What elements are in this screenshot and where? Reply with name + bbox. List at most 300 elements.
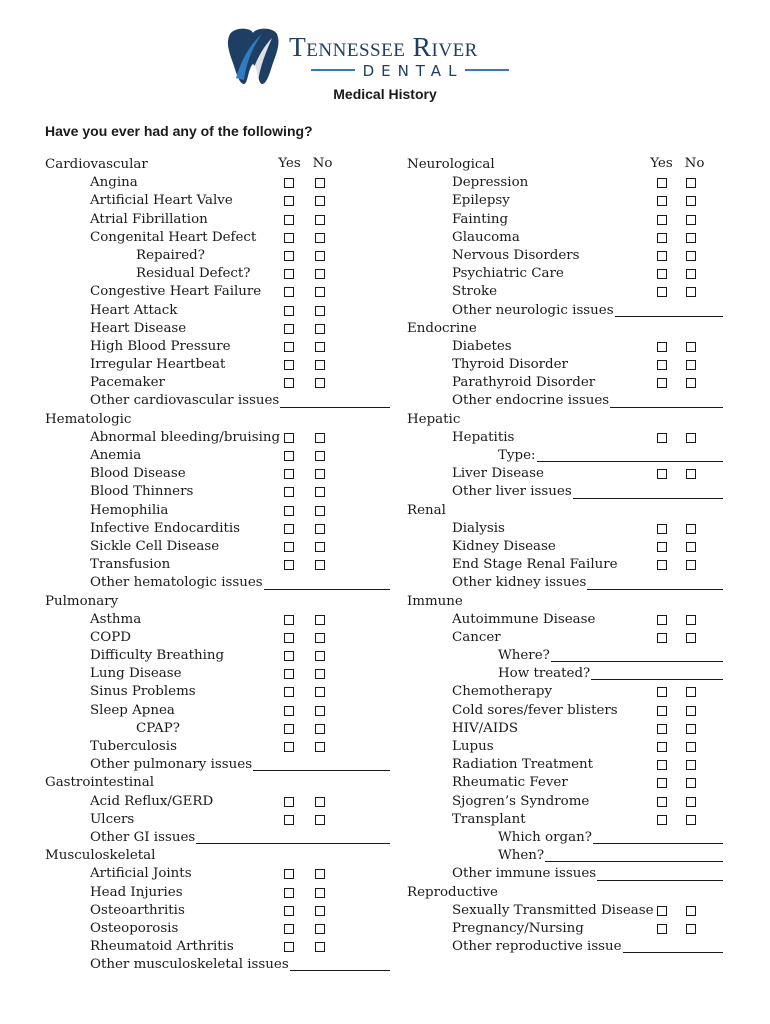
yes-checkbox[interactable]: [284, 724, 294, 734]
no-checkbox[interactable]: [315, 233, 325, 243]
yes-checkbox[interactable]: [657, 615, 667, 625]
yes-checkbox[interactable]: [657, 815, 667, 825]
write-in-line[interactable]: [593, 843, 723, 844]
yes-checkbox[interactable]: [284, 560, 294, 570]
write-in-label: Other hematologic issues: [90, 575, 263, 591]
condition-label: Pacemaker: [90, 375, 165, 391]
no-checkbox[interactable]: [315, 469, 325, 479]
no-checkbox[interactable]: [686, 633, 696, 643]
right-rows: [407, 156, 727, 956]
condition-row-chemotherapy: [407, 683, 727, 701]
no-checkbox[interactable]: [315, 542, 325, 552]
yes-checkbox[interactable]: [657, 633, 667, 643]
condition-label: Cold sores/fever blisters: [452, 702, 618, 718]
section-label: Cardiovascular: [45, 157, 148, 172]
condition-label: Infective Endocarditis: [90, 520, 241, 536]
condition-label: Sexually Transmitted Disease: [452, 902, 654, 918]
no-checkbox[interactable]: [315, 178, 325, 188]
condition-row-irregular-heartbeat: [45, 356, 390, 374]
condition-label: Glaucoma: [452, 229, 520, 245]
write-in-row-type: [407, 447, 727, 465]
condition-label: Atrial Fibrillation: [90, 211, 208, 227]
no-checkbox[interactable]: [315, 196, 325, 206]
no-checkbox[interactable]: [686, 542, 696, 552]
yes-checkbox[interactable]: [284, 869, 294, 879]
no-checkbox[interactable]: [686, 469, 696, 479]
condition-label: Thyroid Disorder: [452, 357, 568, 373]
section-heading-hepatic: [407, 411, 727, 429]
write-in-line[interactable]: [551, 661, 723, 662]
yes-checkbox[interactable]: [657, 542, 667, 552]
condition-label: Ulcers: [90, 811, 135, 827]
yes-checkbox[interactable]: [284, 906, 294, 916]
write-in-label: Other cardiovascular issues: [90, 393, 280, 409]
condition-row-transfusion: [45, 556, 390, 574]
section-heading-immune: [407, 593, 727, 611]
condition-row-artificial-joints: [45, 865, 390, 883]
condition-label: Artificial Heart Valve: [90, 193, 233, 209]
yes-checkbox[interactable]: [657, 233, 667, 243]
no-checkbox[interactable]: [315, 360, 325, 370]
condition-row-liver-disease: [407, 465, 727, 483]
write-in-label: Other reproductive issue: [452, 939, 622, 955]
right-column: [407, 156, 727, 956]
no-checkbox[interactable]: [686, 215, 696, 225]
condition-label: Osteoporosis: [90, 920, 179, 936]
yes-checkbox[interactable]: [657, 687, 667, 697]
condition-label: Dialysis: [452, 520, 505, 536]
write-in-label: Which organ?: [498, 829, 592, 845]
condition-label: HIV/AIDS: [452, 720, 519, 736]
condition-row-atrial-fibrillation: [45, 211, 390, 229]
condition-label: Autoimmune Disease: [452, 611, 596, 627]
section-heading-cardiovascular: [45, 156, 390, 174]
no-header: No: [312, 156, 333, 171]
no-checkbox[interactable]: [315, 687, 325, 697]
write-in-row-where: [407, 647, 727, 665]
yes-checkbox[interactable]: [284, 506, 294, 516]
no-checkbox[interactable]: [686, 360, 696, 370]
yes-checkbox[interactable]: [657, 724, 667, 734]
condition-label: Artificial Joints: [90, 866, 192, 882]
yes-checkbox[interactable]: [657, 797, 667, 807]
section-label: Neurological: [407, 157, 495, 172]
condition-label: Cancer: [452, 629, 501, 645]
condition-row-heart-disease: [45, 320, 390, 338]
yes-checkbox[interactable]: [657, 215, 667, 225]
condition-label: Lupus: [452, 739, 494, 754]
no-checkbox[interactable]: [315, 269, 325, 279]
no-checkbox[interactable]: [315, 669, 325, 679]
yes-checkbox[interactable]: [284, 433, 294, 443]
no-checkbox[interactable]: [315, 942, 325, 952]
write-in-line[interactable]: [196, 843, 390, 844]
no-checkbox[interactable]: [315, 487, 325, 497]
condition-label: Repaired?: [136, 247, 205, 263]
yes-checkbox[interactable]: [657, 560, 667, 570]
write-in-row-how-treated: [407, 665, 727, 683]
section-label: Musculoskeletal: [45, 848, 156, 864]
condition-row-cpap: [45, 720, 390, 738]
condition-row-asthma: [45, 611, 390, 629]
no-checkbox[interactable]: [686, 269, 696, 279]
section-label: Pulmonary: [45, 593, 119, 609]
write-in-label: Other endocrine issues: [452, 393, 610, 409]
condition-row-depression: [407, 174, 727, 192]
condition-label: Psychiatric Care: [452, 266, 564, 282]
yes-checkbox[interactable]: [284, 251, 294, 261]
write-in-row-other-gi-issues: [45, 829, 390, 847]
no-checkbox[interactable]: [686, 178, 696, 188]
condition-row-infective-endocarditis: [45, 520, 390, 538]
yes-checkbox[interactable]: [284, 178, 294, 188]
condition-row-kidney-disease: [407, 538, 727, 556]
tooth-icon: [222, 24, 284, 86]
write-in-line[interactable]: [597, 880, 723, 881]
section-label: Hepatic: [407, 411, 461, 427]
no-checkbox[interactable]: [315, 215, 325, 225]
yes-checkbox[interactable]: [284, 687, 294, 697]
condition-label: Chemotherapy: [452, 684, 553, 700]
condition-row-tuberculosis: [45, 738, 390, 756]
condition-row-osteoarthritis: [45, 902, 390, 920]
write-in-line[interactable]: [573, 498, 723, 499]
condition-row-thyroid-disorder: [407, 356, 727, 374]
condition-row-hiv-aids: [407, 720, 727, 738]
yes-checkbox[interactable]: [284, 196, 294, 206]
condition-row-repaired: [45, 247, 390, 265]
condition-row-acid-reflux-gerd: [45, 793, 390, 811]
write-in-label: Where?: [498, 648, 550, 664]
write-in-row-other-kidney-issues: [407, 574, 727, 592]
no-checkbox[interactable]: [686, 687, 696, 697]
yes-checkbox[interactable]: [284, 306, 294, 316]
yes-checkbox[interactable]: [657, 287, 667, 297]
condition-row-pacemaker: [45, 374, 390, 392]
condition-label: Liver Disease: [452, 466, 544, 482]
no-header: No: [684, 156, 705, 171]
condition-row-copd: [45, 629, 390, 647]
condition-label: Difficulty Breathing: [90, 648, 225, 664]
section-heading-reproductive: [407, 884, 727, 902]
yes-checkbox[interactable]: [284, 378, 294, 388]
condition-row-head-injuries: [45, 884, 390, 902]
condition-label: Residual Defect?: [136, 266, 251, 282]
yes-checkbox[interactable]: [284, 269, 294, 279]
yes-checkbox[interactable]: [657, 433, 667, 443]
write-in-line[interactable]: [545, 861, 723, 862]
yes-checkbox[interactable]: [284, 651, 294, 661]
condition-row-anemia: [45, 447, 390, 465]
no-checkbox[interactable]: [315, 306, 325, 316]
no-checkbox[interactable]: [686, 287, 696, 297]
condition-row-artificial-heart-valve: [45, 192, 390, 210]
condition-label: Hemophilia: [90, 502, 169, 518]
write-in-line[interactable]: [591, 679, 723, 680]
write-in-line[interactable]: [587, 589, 723, 590]
no-checkbox[interactable]: [686, 778, 696, 788]
section-heading-musculoskeletal: [45, 847, 390, 865]
no-checkbox[interactable]: [315, 815, 325, 825]
condition-row-end-stage-renal-failure: [407, 556, 727, 574]
no-checkbox[interactable]: [315, 433, 325, 443]
section-heading-neurological: [407, 156, 727, 174]
condition-label: Congenital Heart Defect: [90, 229, 257, 245]
yes-checkbox[interactable]: [657, 342, 667, 352]
yes-header: Yes: [650, 156, 673, 171]
no-checkbox[interactable]: [686, 924, 696, 934]
condition-label: Epilepsy: [452, 193, 510, 209]
yes-checkbox[interactable]: [657, 760, 667, 770]
yes-checkbox[interactable]: [657, 524, 667, 534]
condition-label: Kidney Disease: [452, 538, 556, 554]
no-checkbox[interactable]: [315, 342, 325, 352]
no-checkbox[interactable]: [315, 633, 325, 643]
condition-row-residual-defect: [45, 265, 390, 283]
section-heading-pulmonary: [45, 593, 390, 611]
condition-label: Transplant: [452, 811, 526, 827]
no-checkbox[interactable]: [686, 742, 696, 752]
yes-checkbox[interactable]: [657, 196, 667, 206]
yes-checkbox[interactable]: [284, 469, 294, 479]
yes-checkbox[interactable]: [284, 942, 294, 952]
yes-checkbox[interactable]: [284, 215, 294, 225]
write-in-line[interactable]: [537, 461, 723, 462]
yes-checkbox[interactable]: [284, 542, 294, 552]
condition-label: Sleep Apnea: [90, 702, 175, 718]
no-checkbox[interactable]: [315, 251, 325, 261]
condition-label: Heart Disease: [90, 320, 187, 336]
yes-checkbox[interactable]: [284, 487, 294, 497]
condition-label: Parathyroid Disorder: [452, 375, 596, 391]
yes-checkbox[interactable]: [657, 378, 667, 388]
yes-checkbox[interactable]: [657, 360, 667, 370]
question-heading: Have you ever had any of the following?: [45, 123, 313, 139]
condition-label: Rheumatic Fever: [452, 775, 568, 791]
no-checkbox[interactable]: [686, 433, 696, 443]
condition-row-high-blood-pressure: [45, 338, 390, 356]
condition-label: Anemia: [90, 448, 142, 463]
yes-checkbox[interactable]: [284, 287, 294, 297]
yes-checkbox[interactable]: [284, 742, 294, 752]
write-in-label: Other liver issues: [452, 484, 572, 500]
condition-row-ulcers: [45, 811, 390, 829]
yes-checkbox[interactable]: [657, 469, 667, 479]
write-in-row-other-musculoskeletal-issues: [45, 956, 390, 974]
no-checkbox[interactable]: [686, 797, 696, 807]
condition-row-osteoporosis: [45, 920, 390, 938]
write-in-row-other-neurologic-issues: [407, 302, 727, 320]
condition-row-abnormal-bleeding-bruising: [45, 429, 390, 447]
no-checkbox[interactable]: [315, 706, 325, 716]
condition-row-autoimmune-disease: [407, 611, 727, 629]
write-in-label: Other musculoskeletal issues: [90, 957, 289, 973]
condition-row-lung-disease: [45, 665, 390, 683]
condition-row-blood-disease: [45, 465, 390, 483]
condition-label: Nervous Disorders: [452, 247, 580, 263]
no-checkbox[interactable]: [686, 724, 696, 734]
section-heading-gastrointestinal: [45, 774, 390, 792]
logo-top-text: Tennessee River: [289, 31, 478, 62]
write-in-row-other-cardiovascular-issues: [45, 392, 390, 410]
no-checkbox[interactable]: [686, 760, 696, 770]
no-checkbox[interactable]: [686, 251, 696, 261]
write-in-line[interactable]: [290, 970, 390, 971]
no-checkbox[interactable]: [315, 906, 325, 916]
condition-label: High Blood Pressure: [90, 338, 231, 354]
write-in-label: Other pulmonary issues: [90, 757, 253, 773]
condition-label: COPD: [90, 629, 131, 645]
yes-checkbox[interactable]: [657, 742, 667, 752]
condition-row-sexually-transmitted-disease: [407, 902, 727, 920]
write-in-row-other-immune-issues: [407, 865, 727, 883]
condition-row-congestive-heart-failure: [45, 283, 390, 301]
write-in-label: When?: [498, 848, 545, 864]
condition-row-cold-sores-fever-blisters: [407, 702, 727, 720]
condition-row-sjogren-s-syndrome: [407, 793, 727, 811]
no-checkbox[interactable]: [315, 797, 325, 807]
yes-checkbox[interactable]: [284, 615, 294, 625]
write-in-row-other-hematologic-issues: [45, 574, 390, 592]
write-in-line[interactable]: [623, 952, 723, 953]
write-in-line[interactable]: [610, 407, 723, 408]
yes-checkbox[interactable]: [657, 906, 667, 916]
condition-label: Acid Reflux/GERD: [90, 793, 214, 809]
condition-label: Sickle Cell Disease: [90, 538, 220, 554]
no-checkbox[interactable]: [315, 524, 325, 534]
condition-label: Irregular Heartbeat: [90, 357, 226, 373]
no-checkbox[interactable]: [686, 196, 696, 206]
yes-checkbox[interactable]: [284, 797, 294, 807]
section-heading-endocrine: [407, 320, 727, 338]
no-checkbox[interactable]: [315, 742, 325, 752]
no-checkbox[interactable]: [686, 233, 696, 243]
yes-checkbox[interactable]: [284, 451, 294, 461]
condition-label: Fainting: [452, 211, 509, 227]
condition-row-angina: [45, 174, 390, 192]
write-in-row-other-pulmonary-issues: [45, 756, 390, 774]
write-in-line[interactable]: [280, 407, 390, 408]
no-checkbox[interactable]: [315, 724, 325, 734]
condition-label: Tuberculosis: [90, 739, 177, 754]
condition-label: Hepatitis: [452, 429, 515, 445]
condition-label: Blood Thinners: [90, 484, 194, 500]
condition-label: CPAP?: [136, 720, 180, 736]
condition-label: Depression: [452, 175, 529, 191]
write-in-label: Type:: [498, 448, 536, 463]
yes-checkbox[interactable]: [657, 178, 667, 188]
condition-row-difficulty-breathing: [45, 647, 390, 665]
no-checkbox[interactable]: [315, 506, 325, 516]
yes-checkbox[interactable]: [284, 888, 294, 898]
no-checkbox[interactable]: [315, 451, 325, 461]
page-title: Medical History: [333, 86, 437, 102]
no-checkbox[interactable]: [686, 815, 696, 825]
condition-row-nervous-disorders: [407, 247, 727, 265]
no-checkbox[interactable]: [686, 906, 696, 916]
no-checkbox[interactable]: [686, 524, 696, 534]
write-in-label: Other neurologic issues: [452, 302, 614, 318]
condition-label: Rheumatoid Arthritis: [90, 939, 234, 955]
yes-checkbox[interactable]: [284, 924, 294, 934]
yes-checkbox[interactable]: [284, 815, 294, 825]
left-rows: [45, 156, 390, 974]
yes-checkbox[interactable]: [284, 633, 294, 643]
yes-checkbox[interactable]: [284, 669, 294, 679]
yes-checkbox[interactable]: [284, 524, 294, 534]
yes-checkbox[interactable]: [657, 706, 667, 716]
yes-checkbox[interactable]: [284, 360, 294, 370]
no-checkbox[interactable]: [686, 378, 696, 388]
no-checkbox[interactable]: [315, 615, 325, 625]
no-checkbox[interactable]: [315, 651, 325, 661]
condition-row-sickle-cell-disease: [45, 538, 390, 556]
condition-row-rheumatic-fever: [407, 774, 727, 792]
no-checkbox[interactable]: [686, 615, 696, 625]
yes-checkbox[interactable]: [284, 324, 294, 334]
no-checkbox[interactable]: [315, 378, 325, 388]
condition-row-parathyroid-disorder: [407, 374, 727, 392]
left-column: [45, 156, 390, 974]
yes-checkbox[interactable]: [657, 924, 667, 934]
no-checkbox[interactable]: [315, 888, 325, 898]
no-checkbox[interactable]: [315, 287, 325, 297]
write-in-row-other-liver-issues: [407, 483, 727, 501]
condition-label: Blood Disease: [90, 466, 186, 482]
condition-row-hepatitis: [407, 429, 727, 447]
no-checkbox[interactable]: [315, 869, 325, 879]
write-in-line[interactable]: [253, 770, 390, 771]
yes-header: Yes: [278, 156, 301, 171]
write-in-row-other-reproductive-issue: [407, 938, 727, 956]
condition-row-radiation-treatment: [407, 756, 727, 774]
no-checkbox[interactable]: [686, 560, 696, 570]
section-heading-hematologic: [45, 411, 390, 429]
no-checkbox[interactable]: [315, 924, 325, 934]
condition-label: Diabetes: [452, 338, 512, 354]
condition-row-rheumatoid-arthritis: [45, 938, 390, 956]
condition-row-hemophilia: [45, 502, 390, 520]
write-in-line[interactable]: [264, 589, 390, 590]
section-label: Gastrointestinal: [45, 775, 155, 791]
no-checkbox[interactable]: [315, 560, 325, 570]
condition-label: Sjogren’s Syndrome: [452, 793, 590, 809]
yes-checkbox[interactable]: [657, 269, 667, 279]
yes-checkbox[interactable]: [657, 778, 667, 788]
no-checkbox[interactable]: [315, 324, 325, 334]
condition-row-stroke: [407, 283, 727, 301]
condition-label: Angina: [90, 175, 138, 191]
yes-checkbox[interactable]: [284, 233, 294, 243]
condition-row-lupus: [407, 738, 727, 756]
condition-row-heart-attack: [45, 302, 390, 320]
write-in-row-which-organ: [407, 829, 727, 847]
no-checkbox[interactable]: [686, 342, 696, 352]
condition-label: Radiation Treatment: [452, 757, 594, 773]
condition-label: End Stage Renal Failure: [452, 557, 618, 573]
yes-checkbox[interactable]: [657, 251, 667, 261]
yes-checkbox[interactable]: [284, 342, 294, 352]
section-heading-renal: [407, 502, 727, 520]
write-in-line[interactable]: [615, 316, 723, 317]
condition-row-pregnancy-nursing: [407, 920, 727, 938]
condition-label: Pregnancy/Nursing: [452, 920, 584, 936]
yes-checkbox[interactable]: [284, 706, 294, 716]
condition-row-blood-thinners: [45, 483, 390, 501]
write-in-row-when: [407, 847, 727, 865]
no-checkbox[interactable]: [686, 706, 696, 716]
condition-label: Head Injuries: [90, 884, 183, 900]
